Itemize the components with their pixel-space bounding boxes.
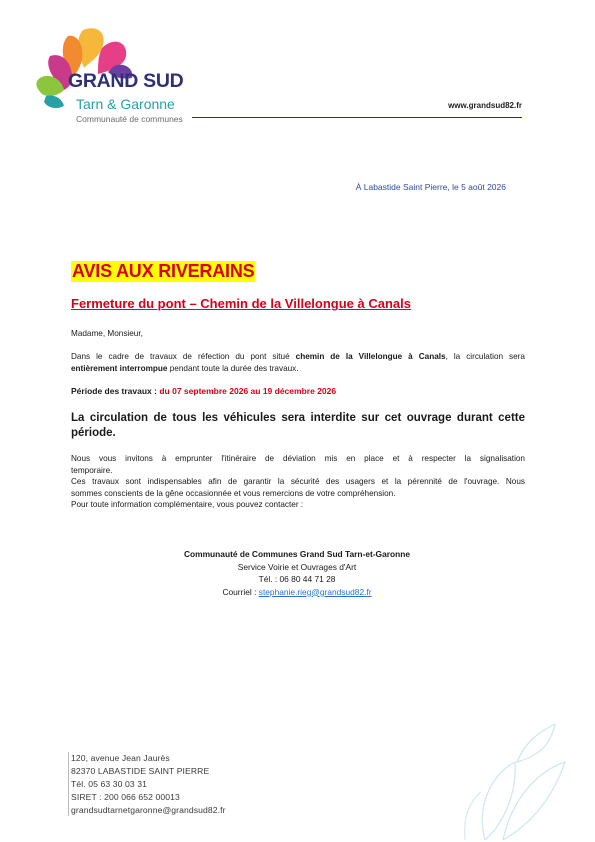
intro-paragraph: [71, 351, 525, 374]
footer-address: [71, 752, 226, 817]
detour-paragraph: [71, 453, 525, 511]
period-dates: du 07 septembre 2026 au 19 décembre 2026: [159, 386, 337, 396]
place-date: À Labastide Saint Pierre, le 5 août 2026: [355, 182, 506, 192]
contact-block: [150, 548, 444, 598]
intro-line-2: [71, 363, 525, 375]
detour-line-3: Ces travaux sont indispensables afin de garantir la sécurité des usagers et la pérennité de l'ouvrage. Nous: [71, 477, 525, 486]
subject-line: Fermeture du pont – Chemin de la Villelongue à Canals: [71, 296, 411, 311]
intro-text-e: pendant toute la durée des travaux.: [167, 363, 299, 373]
detour-line-2: temporaire.: [71, 465, 113, 475]
contact-email-line: [150, 586, 444, 599]
contact-service: Service Voirie et Ouvrages d'Art: [237, 561, 357, 572]
header-website-link[interactable]: www.grandsud82.fr: [448, 101, 522, 110]
intro-location: chemin de la Villelongue à Canals: [295, 352, 446, 361]
intro-interruption: entièrement interrompue: [71, 363, 168, 373]
footer-email[interactable]: grandsudtarnetgaronne@grandsud82.fr: [71, 805, 226, 815]
contact-phone: Tél. : 06 80 44 71 28: [258, 574, 336, 584]
logo-tagline: Communauté de communes: [76, 114, 183, 124]
traffic-warning: La circulation de tous les véhicules sera interdite sur cet ouvrage durant cette période.: [71, 412, 525, 439]
header-divider: [192, 117, 522, 118]
footer-divider: [68, 752, 69, 816]
footer-city: 82370 LABASTIDE SAINT PIERRE: [71, 766, 210, 776]
footer-street: 120, avenue Jean Jaurès: [71, 753, 170, 763]
contact-organization: Communauté de Communes Grand Sud Tarn-et-Garonne: [184, 549, 410, 559]
logo-title: GRAND SUD: [68, 70, 184, 92]
logo-subtitle: Tarn & Garonne: [76, 96, 175, 112]
detour-line-5: Pour toute information complémentaire, vous pouvez contacter :: [71, 500, 304, 509]
footer-siret: SIRET : 200 066 652 00013: [71, 792, 180, 802]
contact-email-link[interactable]: stephanie.rieg@grandsud82.fr: [258, 586, 372, 597]
detour-line-4: sommes conscients de la gêne occasionnée et vous remercions de votre compréhension.: [71, 488, 396, 498]
intro-line-1: [71, 351, 525, 363]
leaf-watermark-icon: [455, 722, 575, 840]
works-period: [71, 386, 336, 396]
footer-phone: Tél. 05 63 30 03 31: [71, 779, 147, 789]
detour-line-1: Nous vous invitons à emprunter l'itinéraire de déviation mis en place et à respecter la signalisation: [71, 454, 525, 463]
notice-title: AVIS AUX RIVERAINS: [72, 261, 255, 281]
intro-text-c: , la circulation sera: [445, 352, 525, 361]
salutation: Madame, Monsieur,: [71, 329, 143, 338]
period-label: Période des travaux :: [71, 386, 157, 396]
contact-email-label: Courriel :: [222, 586, 259, 597]
intro-text-a: Dans le cadre de travaux de réfection du pont situé: [71, 352, 296, 361]
